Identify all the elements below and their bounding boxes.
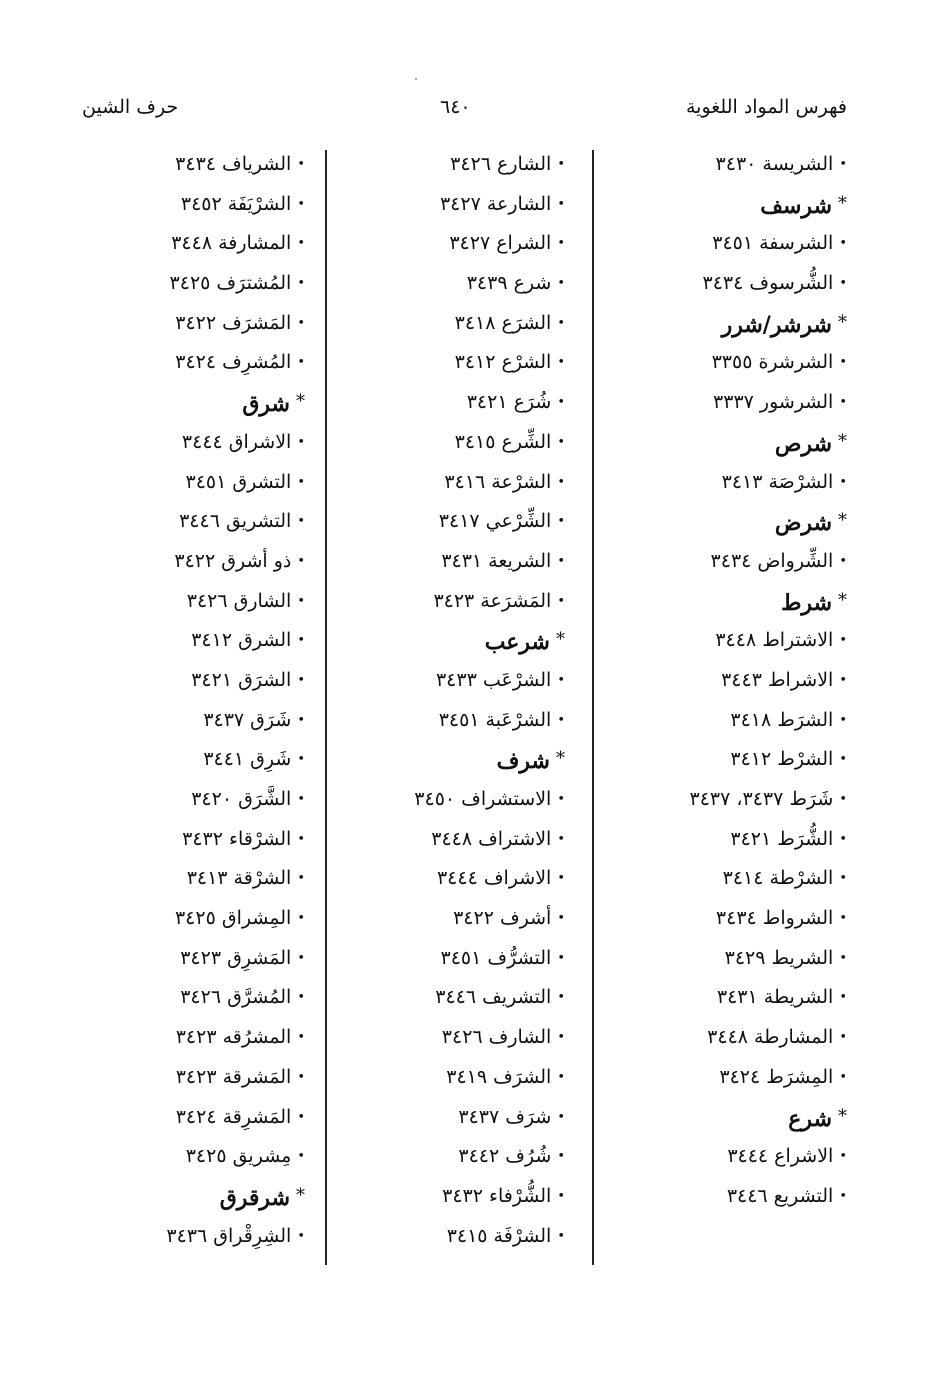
index-entry: • شُرَع ٣٤٢١ [315, 386, 565, 426]
index-entry: • الاستشراف ٣٤٥٠ [315, 783, 565, 823]
index-entry: • الشرياف ٣٤٣٤ [55, 148, 305, 188]
index-column-1 [547, 148, 847, 1220]
index-entry: • الشرواط ٣٤٣٤ [547, 902, 847, 942]
index-entry: • الشريط ٣٤٢٩ [547, 942, 847, 982]
index-entry: • الشارعة ٣٤٢٧ [315, 188, 565, 228]
index-entry: • الشرْط ٣٤١٢ [547, 743, 847, 783]
index-entry: • الشريسة ٣٤٣٠ [547, 148, 847, 188]
root-heading: * شرع [547, 1101, 847, 1141]
index-entry: • الشرْقاء ٣٤٣٢ [55, 823, 305, 863]
index-entry: • الشرْيَفَة ٣٤٥٢ [55, 188, 305, 228]
index-entry: • الشرشرة ٣٣٥٥ [547, 346, 847, 386]
root-heading: * شرقرق [55, 1180, 305, 1220]
index-entry: • أشرف ٣٤٢٢ [315, 902, 565, 942]
index-entry: • الشِّرْعي ٣٤١٧ [315, 505, 565, 545]
index-entry: • الشرشور ٣٣٣٧ [547, 386, 847, 426]
index-entry: • الشِرِقْراق ٣٤٣٦ [55, 1220, 305, 1260]
index-entry: • المِشرَط ٣٤٢٤ [547, 1061, 847, 1101]
index-entry: • المُشرَّق ٣٤٢٦ [55, 981, 305, 1021]
index-entry: • الشرسفة ٣٤٥١ [547, 227, 847, 267]
index-entry: • المشرُقه ٣٤٢٣ [55, 1021, 305, 1061]
index-entry: • المَشرِق ٣٤٢٣ [55, 942, 305, 982]
root-heading: * شرف [315, 743, 565, 783]
root-heading: * شرعب [315, 624, 565, 664]
index-entry: • شرع ٣٤٣٩ [315, 267, 565, 307]
index-entry: • الشِّرواض ٣٤٣٤ [547, 545, 847, 585]
index-entry: • الشِّرع ٣٤١٥ [315, 426, 565, 466]
index-entry: • الشرَق ٣٤٢١ [55, 664, 305, 704]
index-entry: • الشرق ٣٤١٢ [55, 624, 305, 664]
scan-speck [415, 78, 417, 80]
index-entry: • شَرِق ٣٤٤١ [55, 743, 305, 783]
index-entry: • التشريق ٣٤٤٦ [55, 505, 305, 545]
root-heading: * شرشر/شرر [547, 307, 847, 347]
root-heading: * شرط [547, 585, 847, 625]
index-entry: • التشرُّف ٣٤٥١ [315, 942, 565, 982]
index-entry: • المُشرِف ٣٤٢٤ [55, 346, 305, 386]
index-entry: • المَشرقة ٣٤٢٣ [55, 1061, 305, 1101]
index-entry: • شُرُف ٣٤٤٢ [315, 1140, 565, 1180]
index-entry: • المَشرَعة ٣٤٢٣ [315, 585, 565, 625]
index-entry: • الاشراط ٣٤٤٣ [547, 664, 847, 704]
index-entry: • الشُّرْفاء ٣٤٣٢ [315, 1180, 565, 1220]
page-header [0, 96, 947, 126]
index-entry: • الاشراق ٣٤٤٤ [55, 426, 305, 466]
index-entry: • الاشراع ٣٤٤٤ [547, 1140, 847, 1180]
index-entry: • الشريعة ٣٤٣١ [315, 545, 565, 585]
index-entry: • المشارطة ٣٤٤٨ [547, 1021, 847, 1061]
index-entry: • مِشريق ٣٤٢٥ [55, 1140, 305, 1180]
index-entry: • الشرَع ٣٤١٨ [315, 307, 565, 347]
index-entry: • الشارق ٣٤٢٦ [55, 585, 305, 625]
index-entry: • شرَف ٣٤٣٧ [315, 1101, 565, 1141]
index-entry: • الشارف ٣٤٢٦ [315, 1021, 565, 1061]
root-heading: * شرض [547, 505, 847, 545]
index-entry: • الشرْعة ٣٤١٦ [315, 466, 565, 506]
page-number: ٦٤٠ [440, 96, 471, 118]
index-entry: • الشرْفَة ٣٤١٥ [315, 1220, 565, 1260]
running-title: فهرس المواد اللغوية [685, 96, 847, 118]
index-entry: • المُشترَف ٣٤٢٥ [55, 267, 305, 307]
index-entry: • الشارع ٣٤٢٦ [315, 148, 565, 188]
index-entry: • شَرَق ٣٤٣٧ [55, 704, 305, 744]
index-entry: • الشرْقة ٣٤١٣ [55, 862, 305, 902]
index-entry: • التشرق ٣٤٥١ [55, 466, 305, 506]
index-entry: • التشريع ٣٤٤٦ [547, 1180, 847, 1220]
index-entry: • الاشتراط ٣٤٤٨ [547, 624, 847, 664]
index-entry: • الشُّرَط ٣٤٢١ [547, 823, 847, 863]
index-entry: • الشراع ٣٤٢٧ [315, 227, 565, 267]
root-heading: * شرص [547, 426, 847, 466]
index-entry: • الشرَف ٣٤١٩ [315, 1061, 565, 1101]
index-entry: • المِشراق ٣٤٢٥ [55, 902, 305, 942]
index-entry: • الاشراف ٣٤٤٤ [315, 862, 565, 902]
index-entry: • التشريف ٣٤٤٦ [315, 981, 565, 1021]
index-entry: • المَشرَف ٣٤٢٢ [55, 307, 305, 347]
index-entry: • الشُّرسوف ٣٤٣٤ [547, 267, 847, 307]
index-entry: • الاشتراف ٣٤٤٨ [315, 823, 565, 863]
index-entry: • المشارفة ٣٤٤٨ [55, 227, 305, 267]
index-entry: • الشرَط ٣٤١٨ [547, 704, 847, 744]
letter-heading: حرف الشين [82, 96, 179, 118]
index-entry: • شَرَط ٣٤٣٧، ٣٤٣٧ [547, 783, 847, 823]
root-heading: * شرق [55, 386, 305, 426]
index-column-2 [315, 148, 565, 1259]
index-entry: • الشرْعَب ٣٤٣٣ [315, 664, 565, 704]
index-entry: • الشرْع ٣٤١٢ [315, 346, 565, 386]
index-column-3 [55, 148, 305, 1259]
index-entry: • الشريطة ٣٤٣١ [547, 981, 847, 1021]
root-heading: * شرسف [547, 188, 847, 228]
index-entry: • المَشرِقة ٣٤٢٤ [55, 1101, 305, 1141]
index-entry: • الشرْصَة ٣٤١٣ [547, 466, 847, 506]
index-entry: • الشرْطة ٣٤١٤ [547, 862, 847, 902]
index-entry: • الشَّرَق ٣٤٢٠ [55, 783, 305, 823]
index-entry: • ذو أشرق ٣٤٢٢ [55, 545, 305, 585]
index-entry: • الشرْعَبة ٣٤٥١ [315, 704, 565, 744]
